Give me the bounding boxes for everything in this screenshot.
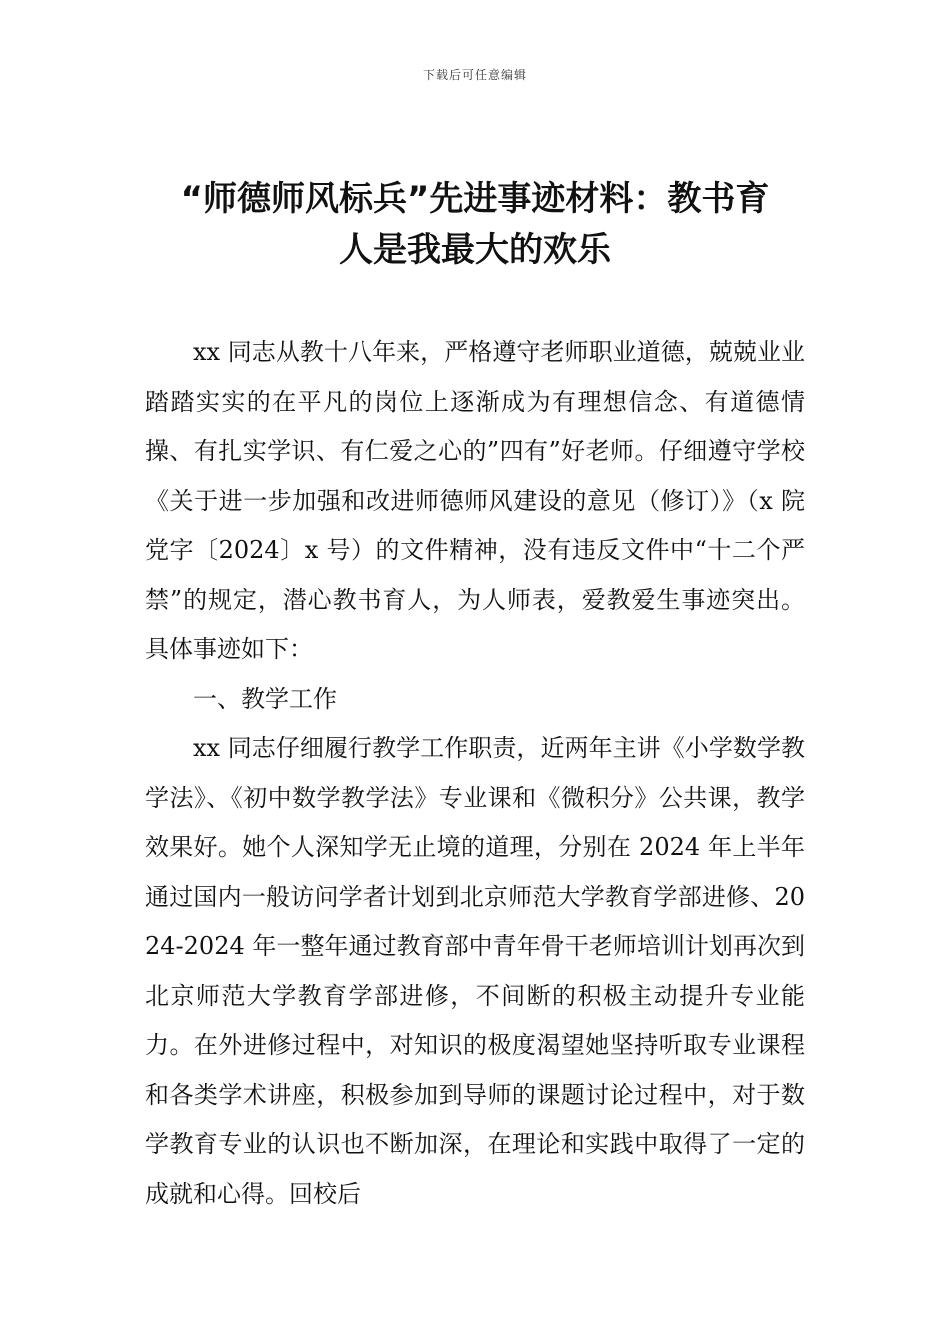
document-title-line-2: 人是我最大的欢乐 [339,230,611,270]
document-title [145,174,805,276]
document-body [145,328,805,1219]
body-paragraph-teaching: xx 同志仔细履行教学工作职责，近两年主讲《小学数学教学法》、《初中数学教学法》专业课和《微积分》公共课，教学效果好。她个人深知学无止境的道理，分别在 2024 年上半年通过国内一般访问学者计划到北京师范大学教育学部进修、2024-2024 年一整年通过教育部中青年骨干老师培训计划再次到北京师范大学教育学部进修，不间断的积极主动提升专业能力。在外进修过程中，对知识的极度渴望她坚持听取专业课程和各类学术讲座，积极参加到导师的课题讨论过程中，对于数学教育专业的认识也不断加深，在理论和实践中取得了一定的成就和心得。回校后 [145,734,805,1208]
section-heading-teaching: 一、教学工作 [193,684,337,713]
document-title-line-1: “师德师风标兵”先进事迹材料：教书育 [180,179,770,219]
body-paragraph-intro: xx 同志从教十八年来，严格遵守老师职业道德，兢兢业业踏踏实实的在平凡的岗位上逐渐成为有理想信念、有道德情操、有扎实学识、有仁爱之心的”四有”好老师。仔细遵守学校《关于进一步加强和改进师德师风建设的意见（修订）》（x 院党字〔2024〕x 号）的文件精神，没有违反文件中“十二个严禁”的规定，潜心教书育人，为人师表，爱教爱生事迹突出。具体事迹如下： [145,338,805,663]
page-header-note: 下载后可任意编辑 [422,68,527,82]
